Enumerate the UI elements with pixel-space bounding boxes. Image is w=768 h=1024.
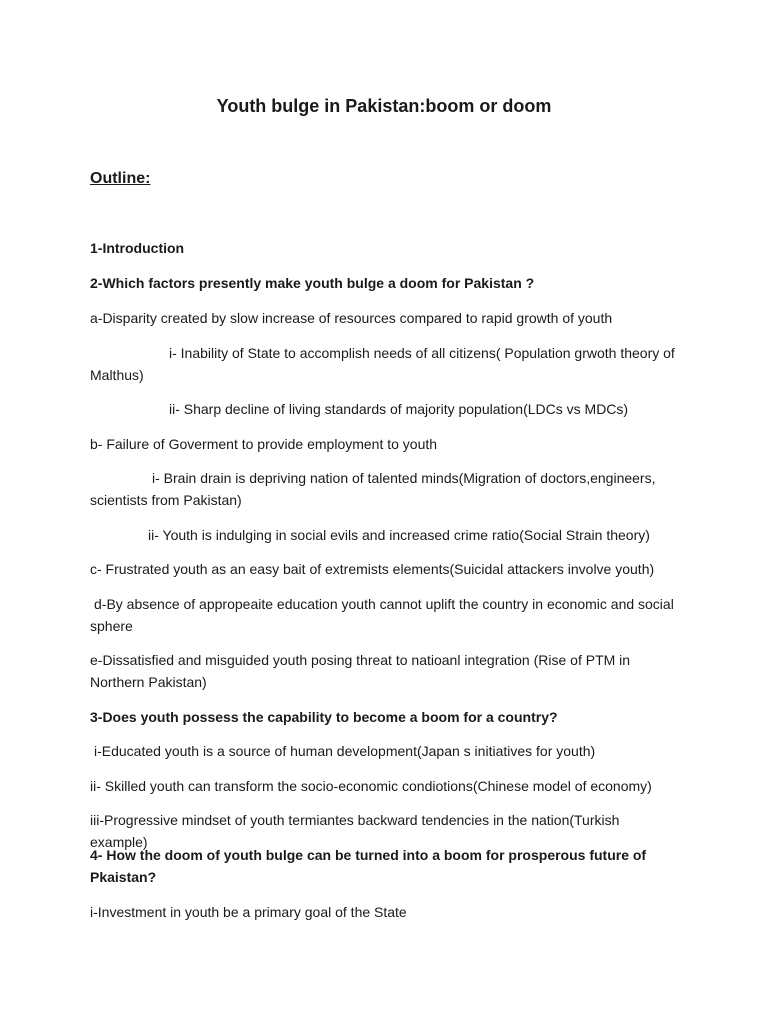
outline-item-3-iii: iii-Progressive mindset of youth termiantes backward tendencies in the nation(Turkish example): [90, 812, 620, 850]
outline-item-2e: e-Dissatisfied and misguided youth posing threat to natioanl integration (Rise of PTM in Northern Pakistan): [90, 652, 631, 690]
outline-item-2a-ii: ii- Sharp decline of living standards of majority population(LDCs vs MDCs): [169, 401, 629, 417]
outline-heading: Outline:: [90, 170, 151, 187]
document-title: Youth bulge in Pakistan:boom or doom: [216, 96, 552, 116]
outline-item-2b-ii: ii- Youth is indulging in social evils and increased crime ratio(Social Strain theory): [148, 527, 650, 543]
outline-item-3-ii: ii- Skilled youth can transform the socio-economic condiotions(Chinese model of economy): [90, 778, 652, 794]
outline-item-3-i: i-Educated youth is a source of human development(Japan s initiatives for youth): [94, 743, 596, 759]
outline-item-2a-i: i- Inability of State to accomplish needs of all citizens( Population grwoth theory of Malthus): [90, 345, 675, 383]
outline-item-2b: b- Failure of Goverment to provide employment to youth: [90, 436, 438, 452]
outline-heading-3: 3-Does youth possess the capability to become a boom for a country?: [90, 709, 558, 725]
outline-item-2d: d-By absence of appropeaite education youth cannot uplift the country in economic and social sphere: [90, 596, 674, 634]
outline-item-4-i: i-Investment in youth be a primary goal of the State: [90, 904, 407, 920]
outline-item-2a: a-Disparity created by slow increase of resources compared to rapid growth of youth: [90, 310, 613, 326]
outline-item-2b-i: i- Brain drain is depriving nation of talented minds(Migration of doctors,engineers, scientists from Pakistan): [90, 470, 656, 508]
outline-item-introduction: 1-Introduction: [90, 240, 185, 256]
outline-heading-4: 4- How the doom of youth bulge can be turned into a boom for prosperous future of Pkaistan?: [90, 847, 647, 885]
outline-item-2c: c- Frustrated youth as an easy bait of extremists elements(Suicidal attackers involve youth): [90, 561, 655, 577]
outline-heading-2: 2-Which factors presently make youth bulge a doom for Pakistan ?: [90, 275, 535, 291]
